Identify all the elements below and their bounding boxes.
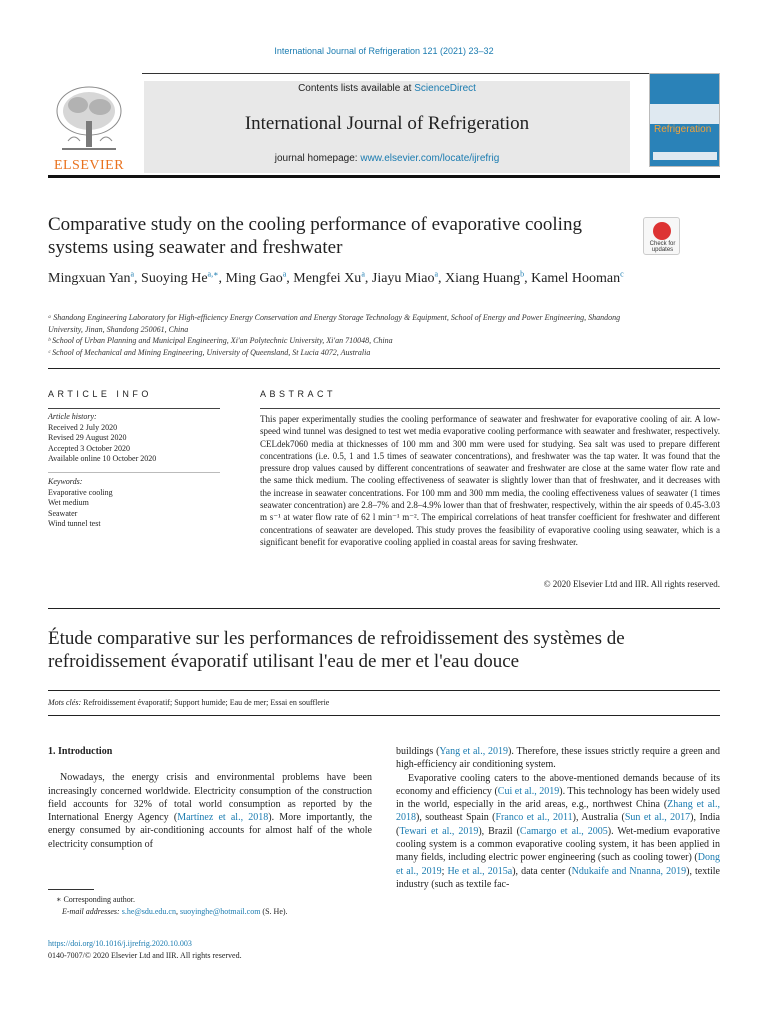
article-title: Comparative study on the cooling performance of evaporative cooling systems using seawater and freshwater	[48, 214, 582, 258]
paragraph-text: ), Brazil (	[478, 825, 520, 837]
masthead-box	[144, 81, 630, 173]
citation-link[interactable]: Yang et al., 2019	[439, 746, 509, 757]
keywords-label: Keywords:	[48, 477, 83, 486]
journal-name: International Journal of Refrigeration	[244, 113, 530, 134]
intro-paragraph-2	[396, 745, 720, 772]
cover-title: Refrigeration	[654, 124, 712, 135]
citation-link[interactable]: He et al., 2015a	[447, 865, 513, 877]
footnote-rule	[48, 889, 94, 890]
article-info-heading: ARTICLE INFO	[48, 389, 152, 399]
citation-link[interactable]: Sun et al., 2017	[624, 812, 691, 824]
history-online: Available online 10 October 2020	[48, 454, 157, 463]
author-affiliation-marker[interactable]: a	[434, 269, 439, 279]
paragraph-text: ). Therefore, these issues strictly require a green and high-efficiency air conditioning system.	[396, 746, 720, 771]
paragraph-text: Evaporative cooling caters to the above-mentioned demands because of its economy and efficiency (	[396, 772, 720, 797]
author-item: Ming Gao$^a$,	[225, 269, 294, 286]
affiliation-rule	[48, 368, 720, 369]
author-item: Mengfei Xu$^a$,	[293, 269, 372, 286]
author-item: Xiang Huang$^b$,	[445, 269, 532, 286]
author-item	[531, 271, 624, 286]
keywords-rule	[48, 472, 220, 473]
paragraph-text: ;	[441, 865, 448, 877]
crossmark-icon	[653, 222, 671, 240]
paragraph-text: buildings (	[396, 746, 440, 757]
author-affiliation-marker[interactable]: a	[130, 269, 135, 279]
author-name[interactable]: Xiang Huang	[445, 271, 521, 286]
affiliation-b: ᵇ School of Urban Planning and Municipal Engineering, Xi'an Polytechnic University, Xi'an 710048, China	[48, 336, 393, 345]
elsevier-wordmark: ELSEVIER	[53, 158, 125, 173]
corresponding-author-note: ∗ Corresponding author.	[56, 895, 135, 904]
abstract-copyright: © 2020 Elsevier Ltd and IIR. All rights reserved.	[543, 579, 720, 589]
history-revised: Revised 29 August 2020	[48, 433, 127, 442]
author-item: Jiayu Miao$^a$,	[371, 269, 446, 286]
issn-line: 0140-7007/© 2020 Elsevier Ltd and IIR. All rights reserved.	[48, 950, 242, 960]
keyword-item: Wet medium	[48, 498, 89, 507]
intro-paragraph-1	[48, 771, 372, 851]
mots-cles-label: Mots clés:	[48, 698, 82, 707]
citation-link[interactable]: Dong et al., 2019	[396, 852, 720, 877]
crossmark-label: Check for updates	[649, 241, 676, 253]
body-column-right	[396, 745, 720, 891]
citation-link[interactable]: Camargo et al., 2005	[519, 825, 608, 837]
mots-cles-values: Refroidissement évaporatif; Support humide; Eau de mer; Essai en soufflerie	[81, 698, 330, 707]
author-affiliation-marker[interactable]: a,∗	[207, 269, 219, 279]
citation-link[interactable]: Cui et al., 2019	[497, 785, 560, 797]
author-list	[48, 269, 688, 288]
check-for-updates-button[interactable]	[643, 217, 680, 255]
author-name[interactable]: Jiayu Miao	[371, 271, 435, 286]
journal-masthead	[48, 73, 720, 177]
paragraph-text: ). Wet-medium evaporative cooling system is a common evaporative cooling system, it has been applied in many fields, including electric power engineering (such as cooling tower) (	[396, 825, 720, 864]
email-link-1[interactable]: s.he@sdu.edu.cn	[121, 907, 176, 916]
mots-cles	[48, 698, 720, 707]
history-received: Received 2 July 2020	[48, 422, 118, 432]
author-affiliation-marker[interactable]: b	[520, 269, 525, 279]
french-title: Étude comparative sur les performances de refroidissement des systèmes de refroidissement évaporatif utilisant l'eau de mer et l'eau douce	[48, 628, 625, 672]
cover-band	[650, 104, 719, 124]
article-history	[48, 412, 220, 465]
contents-prefix: Contents lists available at	[298, 83, 415, 94]
cover-foot	[653, 152, 717, 160]
abstract-end-rule	[48, 608, 720, 609]
affiliation-a: ᵃ Shandong Engineering Laboratory for High-efficiency Energy Conservation and Energy Storage Technology & Equipment, School of Energy and Power Engineering, Shandong University, Jinan, Shandong 250061, China	[48, 313, 621, 334]
email-separator: ,	[175, 907, 180, 916]
intro-paragraph-3	[396, 772, 720, 892]
paragraph-text: ), textile industry (such as textile fac-	[396, 865, 720, 890]
body-column-left	[48, 745, 372, 851]
abstract-text: This paper experimentally studies the cooling performance of seawater and freshwater for evaporative cooling of air. A low-speed wind tunnel was designed to test wet media evaporative cooling performance with seawater and freshwater, respectively. CELdek7060 media at thicknesses of 100 mm and 300 mm were used for studying. Sea salt was used to prepare different concentrations (i.e. 0.5, 1 and 1.5 times of seawater concentrations), and freshwater was the tap water. It was found that the pressure drop values caused by different concentrations of seawater and freshwater are close at the same water flow rate and the same thick medium. The cooling effectiveness of seawater is slightly lower than that of freshwater, and it decreases with the increase in seawater concentrations. For 100 mm and 300 mm media, the cooling effectiveness values of seawater (1 times seawater concentration) are 2.8–7% and 2.8–4.9% lower than that of freshwater, respectively, within the air speeds of 0.45-3.03 m s⁻¹ at water flow rate of 62 l min⁻¹ m⁻². The empirical correlations of heat transfer coefficient for freshwater and different concentrations of seawater are developed. This study proves the feasibility of evaporative cooling using seawater, which is a significant benefit for evaporative cooling applied in coastal areas for saving freshwater.	[260, 414, 720, 547]
email-tail: (S. He).	[260, 907, 288, 916]
doi-link[interactable]: https://doi.org/10.1016/j.ijrefrig.2020.10.003	[48, 939, 192, 948]
journal-citation[interactable]: International Journal of Refrigeration 121 (2021) 23–32	[274, 46, 494, 56]
citation-link[interactable]: Ndukaife and Nnanna, 2019	[571, 865, 687, 877]
elsevier-logo	[48, 81, 130, 173]
masthead-top-rule	[142, 73, 678, 74]
author-affiliation-marker[interactable]: c	[620, 269, 624, 279]
keyword-item: Seawater	[48, 508, 78, 518]
sciencedirect-link[interactable]: ScienceDirect	[414, 83, 476, 94]
keyword-item: Wind tunnel test	[48, 519, 101, 528]
author-affiliation-marker[interactable]: a	[282, 269, 287, 279]
abstract-rule	[260, 408, 720, 409]
author-name[interactable]: Ming Gao	[225, 271, 283, 286]
author-item: Suoying $He^{a,∗}$,	[141, 269, 226, 286]
homepage-link[interactable]: www.elsevier.com/locate/ijrefrig	[360, 153, 500, 164]
citation-link[interactable]: Franco et al., 2011	[495, 812, 573, 824]
paragraph-text: ). More importantly, the energy consumed by air-conditioning accounts for almost half of the whole electricity consumption of	[48, 812, 373, 850]
article-info-rule	[48, 408, 220, 409]
introduction-heading: 1. Introduction	[48, 746, 113, 757]
paragraph-text: Nowadays, the energy crisis and environmental problems have been increasingly concerned worldwide. Electricity consumption of the construction field accounts for 32% of total world consumption as reported by the International Energy Agency (	[48, 772, 372, 824]
citation-link[interactable]: Martínez et al., 2018	[177, 812, 269, 824]
paragraph-text: ), India (	[396, 812, 720, 837]
citation-link[interactable]: Tewari et al., 2019	[399, 825, 479, 837]
author-name[interactable]: Mingxuan Yan	[48, 271, 131, 286]
paragraph-text: ), data center (	[512, 865, 572, 877]
author-item: Mingxuan Yan$^a$,	[48, 269, 142, 286]
email-label: E-mail addresses:	[62, 907, 120, 916]
footnotes	[48, 894, 372, 918]
french-rule-bottom	[48, 715, 720, 716]
doi-block	[48, 938, 372, 961]
author-name[interactable]: Suoying He	[141, 271, 208, 286]
masthead-bottom-rule	[48, 175, 720, 178]
abstract-heading: ABSTRACT	[260, 389, 337, 399]
french-rule-top	[48, 690, 720, 691]
contents-line	[144, 83, 630, 94]
email-link-2[interactable]: suoyinghe@hotmail.com	[179, 907, 261, 916]
homepage-line	[144, 153, 630, 164]
paragraph-text: ), southeast Spain (	[416, 812, 496, 824]
history-label: Article history:	[48, 412, 97, 421]
elsevier-tree-icon	[48, 81, 130, 153]
keywords	[48, 477, 220, 530]
keyword-item: Evaporative cooling	[48, 487, 113, 497]
affiliation-c: ᶜ School of Mechanical and Mining Engineering, University of Queensland, St Lucia 4072, Australia	[48, 347, 371, 357]
paragraph-text: ), Australia (	[572, 812, 625, 824]
email-note	[48, 906, 372, 918]
author-affiliation-marker[interactable]: a	[361, 269, 365, 279]
affiliations	[48, 312, 648, 358]
author-name[interactable]: Kamel Hooman	[531, 271, 621, 286]
citation-link[interactable]: Zhang et al., 2018	[396, 799, 721, 824]
author-name[interactable]: Mengfei Xu	[293, 271, 362, 286]
homepage-prefix: journal homepage:	[274, 153, 361, 164]
history-accepted: Accepted 3 October 2020	[48, 443, 130, 453]
paragraph-text: ). This technology has been widely used in the world, especially in the arid areas, e.g., northwest China (	[396, 785, 720, 811]
journal-cover-thumbnail[interactable]	[649, 73, 720, 167]
